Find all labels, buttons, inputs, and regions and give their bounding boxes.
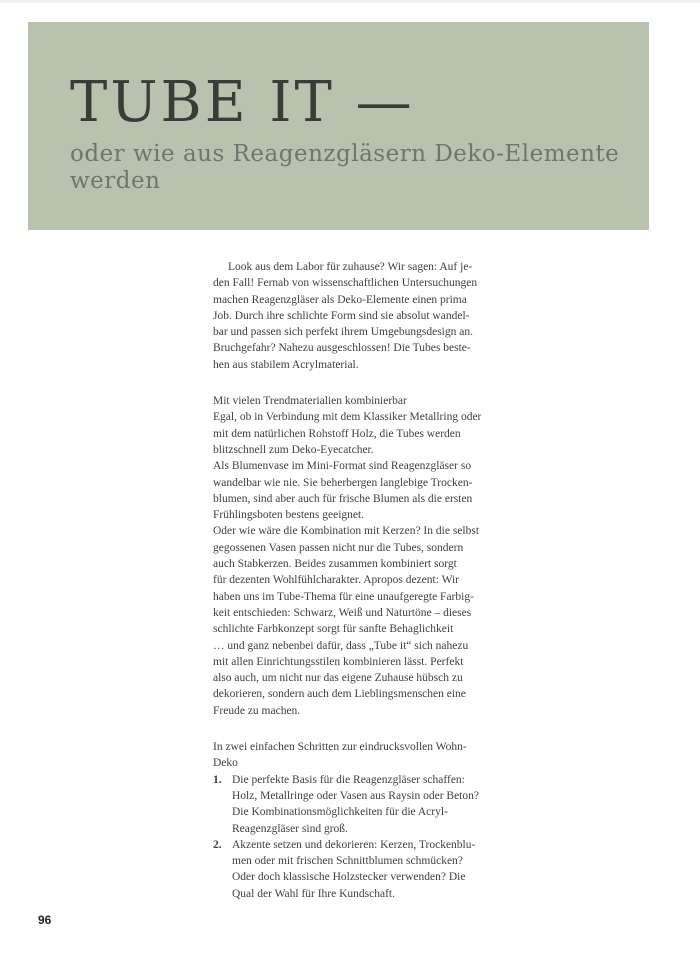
steps-list	[213, 772, 498, 902]
page-number: 96	[38, 913, 52, 927]
page-title: TUBE IT —	[70, 70, 415, 135]
text-line: wandelbar wie nie. Sie beherbergen langlebige Trocken-	[213, 476, 473, 489]
step-number: 2.	[213, 838, 222, 851]
step-item-1	[213, 772, 498, 837]
text-line: Look aus dem Labor für zuhause? Wir sagen: Auf je-	[228, 261, 473, 273]
text-line: Als Blumenvase im Mini-Format sind Reagenzgläser so	[213, 460, 472, 473]
text-line: blumen, sind aber auch für frische Blumen als die ersten	[213, 492, 473, 505]
text-line: dekorieren, sondern auch dem Lieblingsmenschen eine	[213, 688, 466, 701]
text-line: … und ganz nebenbei dafür, dass „Tube it“ sich nahezu	[213, 639, 469, 652]
text-line: also auch, um nicht nur das eigene Zuhause hübsch zu	[213, 672, 463, 685]
text-line: Mit vielen Trendmaterialien kombinierbar	[213, 395, 407, 408]
text-line: Oder doch klassische Holzstecker verwenden? Die	[232, 871, 466, 884]
text-line: schlichte Farbkonzept sorgt für sanfte Behaglichkeit	[213, 623, 454, 636]
text-line: Oder wie wäre die Kombination mit Kerzen? In die selbst	[213, 525, 480, 538]
text-line: hen aus stabilem Acrylmaterial.	[213, 358, 359, 371]
step-number: 1.	[213, 773, 222, 786]
text-line: Die Kombinationsmöglichkeiten für die Acryl-	[232, 806, 448, 819]
text-line: Frühlingsboten bestens geeignet.	[213, 509, 365, 522]
main-paragraph	[213, 393, 498, 719]
intro-paragraph	[213, 259, 498, 373]
text-line: Bruchgefahr? Nahezu ausgeschlossen! Die Tubes beste-	[213, 342, 471, 355]
text-line: Reagenzgläser sind groß.	[232, 822, 348, 835]
text-line: Qual der Wahl für Ihre Kundschaft.	[232, 887, 395, 900]
text-line: In zwei einfachen Schritten zur eindrucksvollen Wohn-	[213, 741, 467, 754]
text-line: mit dem natürlichen Rohstoff Holz, die Tubes werden	[213, 427, 461, 440]
step-text	[232, 837, 498, 902]
text-line: Egal, ob in Verbindung mit dem Klassiker Metallring oder	[213, 411, 482, 424]
text-line: den Fall! Fernab von wissenschaftlichen Untersuchungen	[213, 277, 478, 290]
text-line: haben uns im Tube-Thema für eine unaufgeregte Farbig-	[213, 590, 474, 603]
text-line: Akzente setzen und dekorieren: Kerzen, Trockenblu-	[232, 838, 476, 851]
text-line: auch Stabkerzen. Beides zusammen kombiniert sorgt	[213, 558, 457, 571]
step-text	[232, 772, 498, 837]
article-column	[213, 259, 498, 902]
page-subtitle: oder wie aus Reagenzgläsern Deko-Elemente werden	[70, 140, 620, 195]
text-line: gegossenen Vasen passen nicht nur die Tubes, sondern	[213, 541, 464, 554]
text-line: Deko	[213, 757, 238, 770]
text-line: Freude zu machen.	[213, 704, 301, 717]
text-line: Holz, Metallringe oder Vasen aus Raysin oder Beton?	[232, 789, 479, 802]
text-line: men oder mit frischen Schnittblumen schmücken?	[232, 855, 463, 868]
text-line: bar und passen sich perfekt ihrem Umgebungsdesign an.	[213, 326, 473, 339]
text-line: für dezenten Wohlfühlcharakter. Apropos dezent: Wir	[213, 574, 459, 587]
text-line: Die perfekte Basis für die Reagenzgläser schaffen:	[232, 773, 465, 786]
page-top-edge	[0, 0, 700, 3]
step-item-2	[213, 837, 498, 902]
header-banner	[28, 22, 649, 230]
text-line: mit allen Einrichtungsstilen kombinieren lässt. Perfekt	[213, 655, 464, 668]
steps-heading	[213, 739, 498, 772]
text-line: blitzschnell zum Deko-Eyecatcher.	[213, 443, 374, 456]
text-line: keit entschieden: Schwarz, Weiß und Naturtöne – dieses	[213, 606, 472, 619]
text-line: machen Reagenzgläser als Deko-Elemente einen prima	[213, 293, 467, 306]
text-line: Job. Durch ihre schlichte Form sind sie absolut wandel-	[213, 309, 470, 322]
